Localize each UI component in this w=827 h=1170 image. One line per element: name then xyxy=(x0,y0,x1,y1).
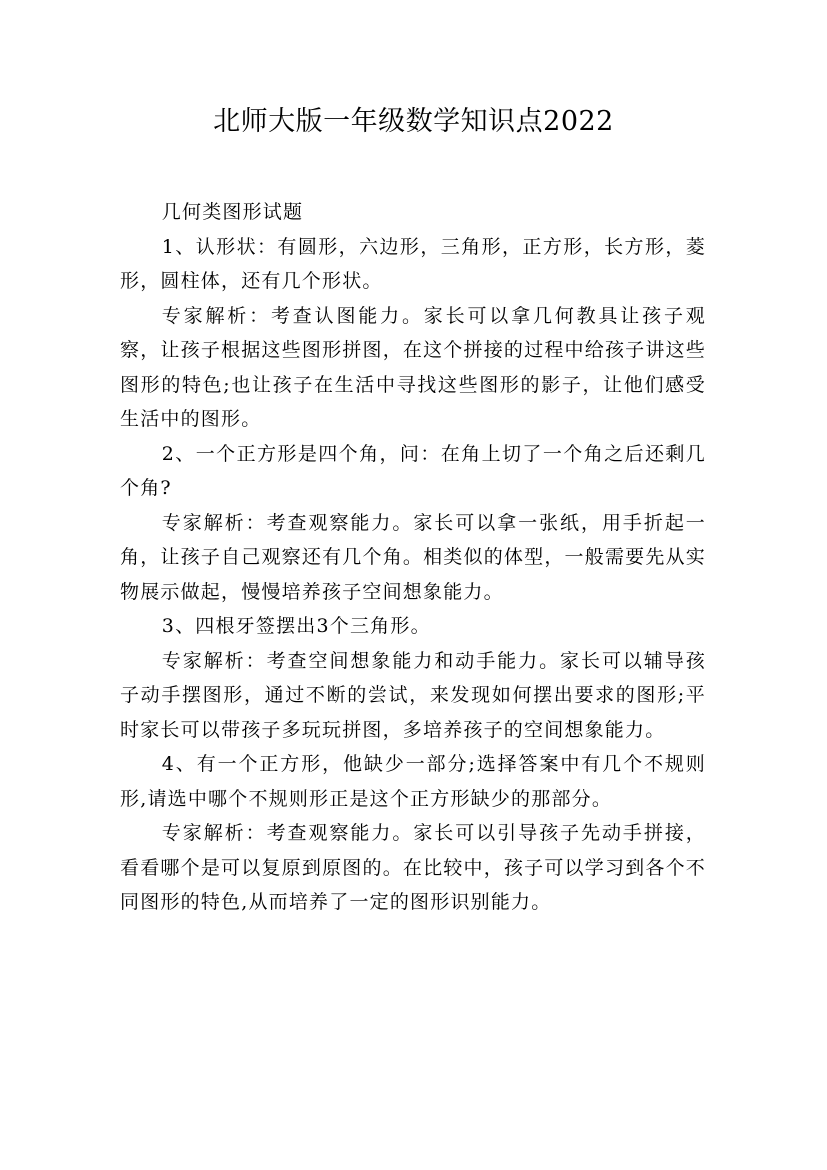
question-2: 2、一个正方形是四个角，问：在角上切了一个角之后还剩几个角? xyxy=(120,442,706,499)
question-1: 1、认形状：有圆形，六边形，三角形，正方形，长方形，菱形，圆柱体，还有几个形状。 xyxy=(120,235,706,292)
document-title: 北师大版一年级数学知识点2022 xyxy=(213,106,614,137)
question-3: 3、四根牙签摆出3个三角形。 xyxy=(161,615,431,637)
question-4: 4、有一个正方形，他缺少一部分;选择答案中有几个不规则形,请选中哪个不规则形正是这个正方形缺少的那部分。 xyxy=(120,753,706,810)
document-body xyxy=(120,195,706,920)
analysis-3: 专家解析：考查空间想象能力和动手能力。家长可以辅导孩子动手摆图形，通过不断的尝试，来发现如何摆出要求的图形;平时家长可以带孩子多玩玩拼图，多培养孩子的空间想象能力。 xyxy=(120,649,706,741)
analysis-4: 专家解析：考查观察能力。家长可以引导孩子先动手拼接，看看哪个是可以复原到原图的。在比较中，孩子可以学习到各个不同图形的特色,从而培养了一定的图形识别能力。 xyxy=(120,822,706,913)
section-heading: 几何类图形试题 xyxy=(161,201,304,223)
analysis-1: 专家解析：考查认图能力。家长可以拿几何教具让孩子观察，让孩子根据这些图形拼图，在这个拼接的过程中给孩子讲这些图形的特色;也让孩子在生活中寻找这些图形的影子，让他们感受生活中的图形。 xyxy=(120,304,706,430)
analysis-2: 专家解析：考查观察能力。家长可以拿一张纸，用手折起一角，让孩子自己观察还有几个角。相类似的体型，一般需要先从实物展示做起，慢慢培养孩子空间想象能力。 xyxy=(120,511,706,603)
